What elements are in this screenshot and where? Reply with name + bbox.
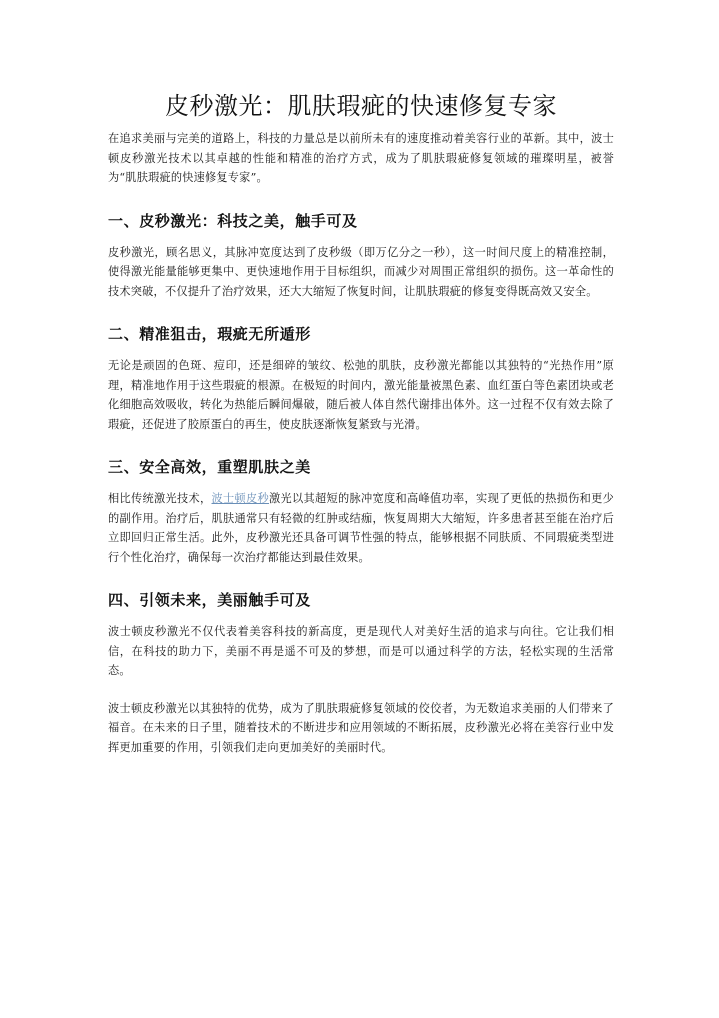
section-2-heading: 二、精准狙击，瑕疵无所遁形 (108, 325, 311, 343)
page-title: 皮秒激光：肌肤瑕疵的快速修复专家 (165, 92, 557, 120)
intro-paragraph: 在追求美丽与完美的道路上，科技的力量总是以前所未有的速度推动着美容行业的革新。其中，波士顿皮秒激光技术以其卓越的性能和精准的治疗方式，成为了肌肤瑕疵修复领域的璀璨明星，被誉为“肌肤瑕疵的快速修复专家”。 (108, 132, 614, 184)
product-link[interactable]: 波士顿皮秒 (211, 492, 270, 505)
section-3-text-after: 激光以其超短的脉冲宽度和高峰值功率，实现了更低的热损伤和更少的副作用。治疗后，肌肤通常只有轻微的红肿或结痂，恢复周期大大缩短，许多患者甚至能在治疗后立即回归正常生活。此外，皮秒激光还具备可调节性强的特点，能够根据不同肤质、不同瑕疵类型进行个性化治疗，确保每一次治疗都能达到最佳效果。 (108, 492, 614, 564)
section-3-text-before: 相比传统激光技术， (108, 492, 212, 505)
section-4-heading: 四、引领未来，美丽触手可及 (108, 591, 311, 609)
section-1-paragraph: 皮秒激光，顾名思义，其脉冲宽度达到了皮秒级（即万亿分之一秒），这一时间尺度上的精准控制，使得激光能量能够更集中、更快速地作用于目标组织，而减少对周围正常组织的损伤。这一革命性的技术突破，不仅提升了治疗效果，还大大缩短了恢复时间，让肌肤瑕疵的修复变得既高效又安全。 (108, 245, 614, 298)
section-1-heading: 一、皮秒激光：科技之美，触手可及 (108, 211, 358, 230)
document-page (108, 86, 614, 757)
section-3-heading: 三、安全高效，重塑肌肤之美 (108, 458, 311, 476)
closing-paragraph: 波士顿皮秒激光以其独特的优势，成为了肌肤瑕疵修复领域的佼佼者，为无数追求美丽的人们带来了福音。在未来的日子里，随着技术的不断进步和应用领域的不断拓展，皮秒激光必将在美容行业中发挥更加重要的作用，引领我们走向更加美好的美丽时代。 (108, 701, 614, 754)
section-3-paragraph (108, 489, 614, 567)
section-2-paragraph: 无论是顽固的色斑、痘印，还是细碎的皱纹、松弛的肌肤，皮秒激光都能以其独特的“光热作用”原理，精准地作用于这些瑕疵的根源。在极短的时间内，激光能量被黑色素、血红蛋白等色素团块或老化细胞高效吸收，转化为热能后瞬间爆破，随后被人体自然代谢排出体外。这一过程不仅有效去除了瑕疵，还促进了胶原蛋白的再生，使皮肤逐渐恢复紧致与光滑。 (108, 359, 614, 431)
section-4-paragraph: 波士顿皮秒激光不仅代表着美容科技的新高度，更是现代人对美好生活的追求与向往。它让我们相信，在科技的助力下，美丽不再是遥不可及的梦想，而是可以通过科学的方法，轻松实现的生活常态。 (108, 625, 614, 677)
